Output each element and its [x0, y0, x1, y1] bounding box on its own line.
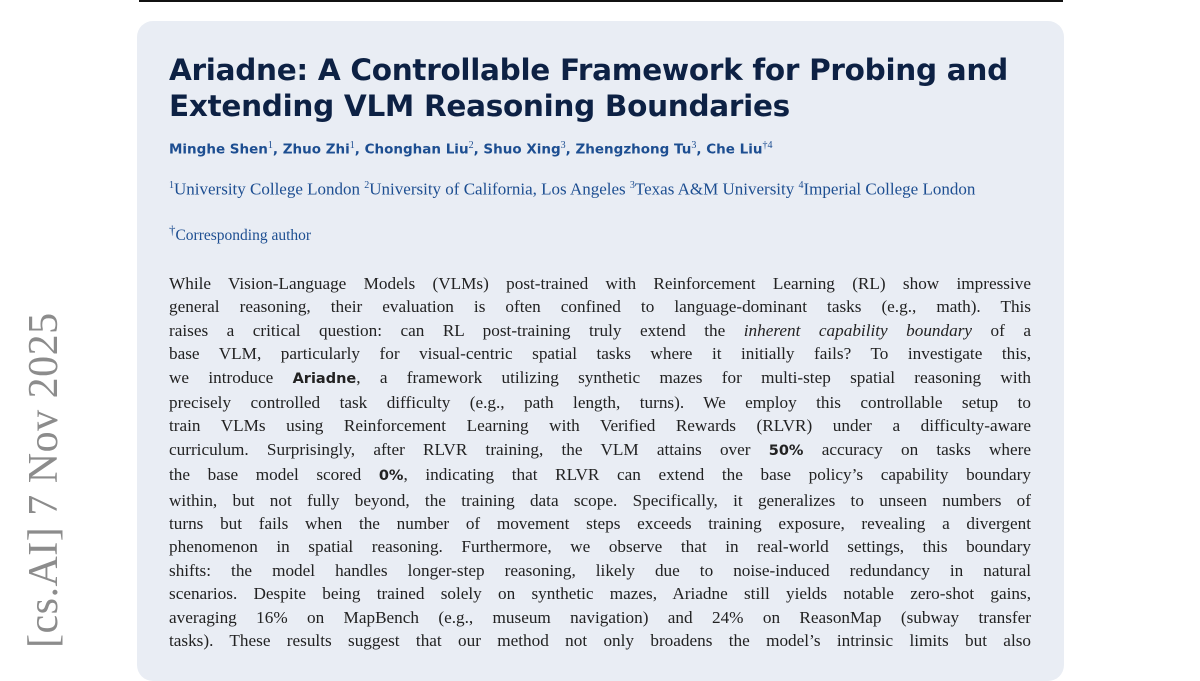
abstract-keyword: 50%	[768, 442, 804, 459]
affiliation-name: University College London	[174, 179, 365, 199]
abstract	[169, 272, 1031, 653]
abstract-line	[169, 489, 1031, 512]
abstract-text: of a	[972, 320, 1031, 340]
affiliation-name: Texas A&M University	[634, 179, 799, 199]
author-name: Shuo Xing	[483, 141, 561, 158]
abstract-text: tasks). These results suggest that our method not only broadens the model’s intrinsic limits but also	[169, 631, 1031, 651]
abstract-text: within, but not fully beyond, the training data scope. Specifically, it generalizes to unseen numbers of	[169, 490, 1031, 510]
author-name: Chonghan Liu	[364, 141, 469, 158]
abstract-text: turns but fails when the number of movement steps exceeds training exposure, revealing a divergent	[169, 514, 1031, 534]
abstract-text: While Vision-Language Models (VLMs) post-trained with Reinforcement Learning (RL) show impressive	[169, 274, 1031, 293]
author-affiliation-mark: 1	[267, 140, 273, 151]
affiliation-name: Imperial College London	[803, 179, 976, 199]
abstract-text: shifts: the model handles longer-step reasoning, likely due to noise-induced redundancy in natural	[169, 560, 1031, 580]
abstract-line	[169, 629, 1031, 652]
abstract-text: train VLMs using Reinforcement Learning with Verified Rewards (RLVR) under a difficulty-aware	[169, 416, 1031, 436]
author-name: Zhuo Zhi	[282, 141, 350, 158]
paper-header-card	[137, 21, 1064, 681]
author-affiliation-mark: 3	[691, 140, 697, 151]
abstract-line	[169, 391, 1031, 414]
author-affiliation-mark: 3	[560, 140, 566, 151]
abstract-text: curriculum. Surprisingly, after RLVR training, the VLM attains over	[169, 439, 769, 459]
abstract-line	[169, 295, 1031, 318]
abstract-text: the base model scored	[169, 465, 379, 485]
abstract-text: averaging 16% on MapBench (e.g., museum navigation) and 24% on ReasonMap (subway transfer	[169, 607, 1031, 627]
abstract-text: raises a critical question: can RL post-training truly extend the	[169, 320, 744, 340]
author-name: Che Liu	[706, 141, 763, 158]
abstract-text: scenarios. Despite being trained solely on synthetic mazes, Ariadne still yields notable zero-shot gains,	[169, 584, 1031, 604]
abstract-keyword: 0%	[378, 468, 404, 485]
abstract-line	[169, 414, 1031, 437]
top-rule	[139, 0, 1063, 2]
affiliation-mark: 4	[798, 180, 804, 191]
corresponding-author-text: Corresponding author	[175, 227, 312, 245]
author-affiliation-mark: 2	[468, 140, 474, 151]
abstract-line	[169, 512, 1031, 535]
author-name: Minghe Shen	[169, 141, 268, 158]
abstract-line	[169, 463, 1031, 488]
abstract-text: general reasoning, their evaluation is often confined to language-dominant tasks (e.g., math). This	[169, 297, 1031, 317]
abstract-emphasis: inherent capability boundary	[743, 320, 973, 340]
dagger-mark: †	[169, 222, 176, 237]
abstract-line	[169, 582, 1031, 605]
abstract-line	[169, 535, 1031, 558]
abstract-text: phenomenon in spatial reasoning. Furthermore, we observe that in real-world settings, this boundary	[169, 537, 1031, 557]
abstract-keyword: Ariadne	[292, 370, 357, 387]
abstract-line	[169, 272, 1031, 295]
abstract-text: we introduce	[169, 367, 293, 387]
abstract-line	[169, 342, 1031, 365]
abstract-text: precisely controlled task difficulty (e.g., path length, turns). We employ this controllable setup to	[169, 393, 1031, 413]
abstract-line	[169, 438, 1031, 463]
abstract-text: base VLM, particularly for visual-centric spatial tasks where it initially fails? To investigate this,	[169, 344, 1031, 364]
author-affiliation-mark: †4	[762, 140, 773, 151]
affiliation-name: University of California, Los Angeles	[369, 179, 630, 199]
arxiv-side-stamp: [cs.AI] 7 Nov 2025	[21, 312, 67, 648]
author-list: Minghe Shen$^1$, Zhuo Zhi$^1$, Chonghan Liu$^2$, Shuo Xing$^3$, Zhengzhong Tu$^3$, Che Liu$^{\dagger 4}$	[169, 140, 773, 158]
affiliation-mark: 2	[364, 180, 370, 191]
abstract-line	[169, 319, 1031, 342]
affiliations	[169, 174, 1031, 201]
corresponding-author-note	[169, 222, 311, 245]
abstract-line	[169, 366, 1031, 391]
affiliation-mark: 1	[169, 180, 174, 191]
abstract-line	[169, 559, 1031, 582]
abstract-text: , a framework utilizing synthetic mazes for multi-step spatial reasoning with	[356, 367, 1031, 387]
abstract-text: , indicating that RLVR can extend the base policy’s capability boundary	[403, 465, 1031, 485]
abstract-text: accuracy on tasks where	[803, 439, 1032, 459]
abstract-line	[169, 606, 1031, 629]
author-affiliation-mark: 1	[349, 140, 355, 151]
affiliation-mark: 3	[629, 180, 635, 191]
paper-title: Ariadne: A Controllable Framework for Probing and Extending VLM Reasoning Boundaries	[169, 53, 1008, 123]
author-name: Zhengzhong Tu	[575, 141, 692, 158]
